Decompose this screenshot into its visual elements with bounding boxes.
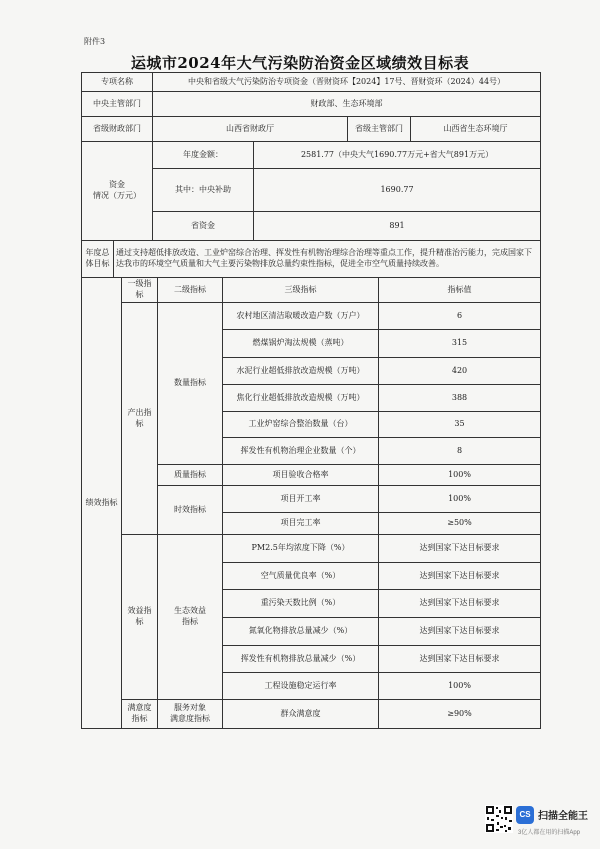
annual-amount-label: 年度金额： [153, 142, 254, 169]
scanner-brand-name: 扫描全能王 [538, 811, 588, 822]
prov-funds-value: 891 [254, 212, 541, 241]
prov-dept-label: 省级主管部门 [348, 117, 411, 142]
benefit-indicator-label: 效益指标 [122, 535, 158, 700]
annual-goal-label: 年度总体目标 [82, 241, 114, 278]
indicator-value: 达到国家下达目标要求 [379, 535, 541, 563]
indicator-name: 水泥行业超低排放改造规模（万吨） [223, 358, 379, 385]
central-dept-label: 中央主管部门 [82, 92, 153, 117]
timeliness-indicator-label: 时效指标 [158, 486, 223, 535]
col-level2: 二级指标 [158, 278, 223, 303]
performance-table [81, 277, 541, 729]
indicator-value: 100% [379, 486, 541, 513]
output-indicator-label: 产出指标 [122, 303, 158, 535]
project-name-value: 中央和省级大气污染防治专项资金（晋财资环【2024】17号、晋财资环（2024）44号） [153, 73, 541, 92]
qr-code-icon [485, 805, 513, 833]
indicator-value: 8 [379, 438, 541, 465]
indicator-name: 燃煤锅炉淘汰规模（蒸吨） [223, 330, 379, 358]
indicator-value: 达到国家下达目标要求 [379, 618, 541, 646]
indicator-name: 空气质量优良率（%） [223, 563, 379, 590]
indicator-name: 项目验收合格率 [223, 465, 379, 486]
indicator-name: 工程设施稳定运行率 [223, 673, 379, 700]
indicator-value: 100% [379, 465, 541, 486]
indicator-value: ≥50% [379, 513, 541, 535]
annual-amount-value: 2581.77（中央大气1690.77万元+省大气891万元） [254, 142, 541, 169]
annex-label: 附件3 [84, 37, 106, 46]
indicator-name: PM2.5年均浓度下降（%） [223, 535, 379, 563]
prov-dept-value: 山西省生态环境厅 [411, 117, 541, 142]
central-dept-value: 财政部、生态环境部 [153, 92, 541, 117]
perf-indicator-label: 绩效指标 [82, 278, 122, 729]
central-subsidy-value: 1690.77 [254, 169, 541, 212]
prov-funds-label: 省资金 [153, 212, 254, 241]
page-title: 运城市2024年大气污染防治资金区域绩效目标表 [130, 54, 470, 72]
indicator-value: 315 [379, 330, 541, 358]
scanner-tagline: 3亿人都在用的扫描App [518, 830, 581, 836]
indicator-name: 重污染天数比例（%） [223, 590, 379, 618]
quantity-indicator-label: 数量指标 [158, 303, 223, 465]
indicator-name: 农村地区清洁取暖改造户数（万户） [223, 303, 379, 330]
indicator-name: 工业炉窑综合整治数量（台） [223, 412, 379, 438]
indicator-value: 420 [379, 358, 541, 385]
indicator-name: 群众满意度 [223, 700, 379, 729]
indicator-name: 项目完工率 [223, 513, 379, 535]
eco-benefit-indicator-label: 生态效益 指标 [158, 535, 223, 700]
indicator-name: 挥发性有机物治理企业数量（个） [223, 438, 379, 465]
funds-label: 资金 情况（万元） [82, 142, 153, 241]
project-info-table [81, 72, 541, 241]
project-name-label: 专项名称 [82, 73, 153, 92]
col-level1: 一级指标 [122, 278, 158, 303]
indicator-name: 焦化行业超低排放改造规模（万吨） [223, 385, 379, 412]
camscanner-logo-icon: CS [516, 806, 534, 824]
central-subsidy-label: 其中：中央补助 [153, 169, 254, 212]
quality-indicator-label: 质量指标 [158, 465, 223, 486]
indicator-value: 达到国家下达目标要求 [379, 563, 541, 590]
col-level3: 三级指标 [223, 278, 379, 303]
indicator-value: 100% [379, 673, 541, 700]
indicator-value: 达到国家下达目标要求 [379, 590, 541, 618]
indicator-name: 氮氧化物排放总量减少（%） [223, 618, 379, 646]
indicator-name: 挥发性有机物排放总量减少（%） [223, 646, 379, 673]
col-value: 指标值 [379, 278, 541, 303]
indicator-name: 项目开工率 [223, 486, 379, 513]
annual-goal-text: 通过支持超低排放改造、工业炉窑综合治理、挥发性有机物治理综合治理等重点工作，提升精准治污能力，完成国家下达我市的环境空气质量和大气主要污染物排放总量约束性指标，促进全市空气质量持续改善。 [114, 241, 541, 278]
indicator-value: 达到国家下达目标要求 [379, 646, 541, 673]
indicator-value: 388 [379, 385, 541, 412]
annual-goal-table [81, 240, 541, 278]
indicator-value: 35 [379, 412, 541, 438]
prov-finance-value: 山西省财政厅 [153, 117, 348, 142]
prov-finance-label: 省级财政部门 [82, 117, 153, 142]
service-satisfaction-label: 服务对象 满意度指标 [158, 700, 223, 729]
indicator-value: ≥90% [379, 700, 541, 729]
satisfaction-indicator-label: 满意度指标 [122, 700, 158, 729]
indicator-value: 6 [379, 303, 541, 330]
